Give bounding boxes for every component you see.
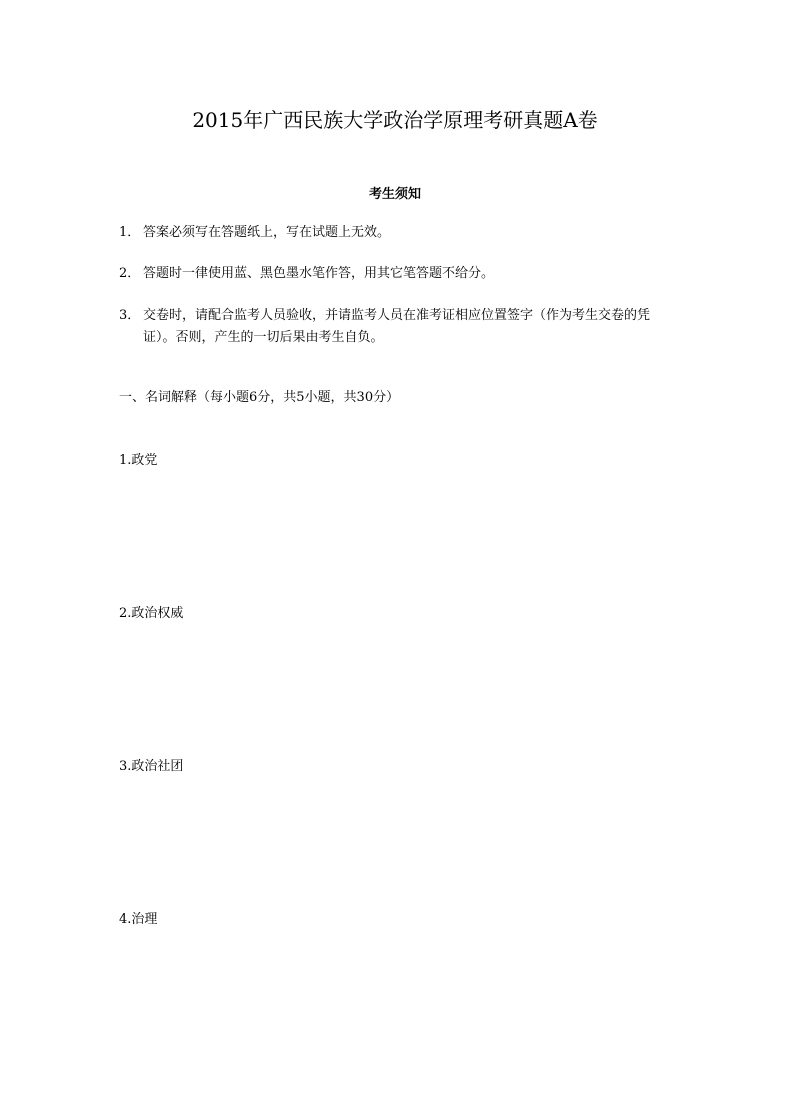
notice-item — [119, 305, 679, 349]
question-item: 3.政治社团 — [119, 759, 184, 774]
notice-item-number: 2． — [119, 266, 141, 281]
question-item: 2.政治权威 — [119, 606, 184, 621]
notice-item-text: 交卷时，请配合监考人员验收，并请监考人员在准考证相应位置签字（作为考生交卷的凭证）。否则，产生的一切后果由考生自负。 — [143, 308, 651, 345]
document-title: 2015年广西民族大学政治学原理考研真题A卷 — [192, 108, 598, 132]
notice-item — [119, 263, 679, 285]
question-item: 4.治理 — [119, 912, 158, 927]
notice-heading: 考生须知 — [368, 187, 421, 202]
notice-item-text: 答案必须写在答题纸上，写在试题上无效。 — [143, 225, 391, 240]
notice-item-number: 1． — [119, 225, 141, 240]
section-heading: 一、名词解释（每小题6分，共5小题，共30分） — [119, 390, 400, 405]
notice-item-number: 3． — [119, 308, 141, 323]
notice-item-text: 答题时一律使用蓝、黑色墨水笔作答，用其它笔答题不给分。 — [143, 266, 495, 281]
notice-item — [119, 222, 679, 244]
question-item: 1.政党 — [119, 453, 158, 468]
